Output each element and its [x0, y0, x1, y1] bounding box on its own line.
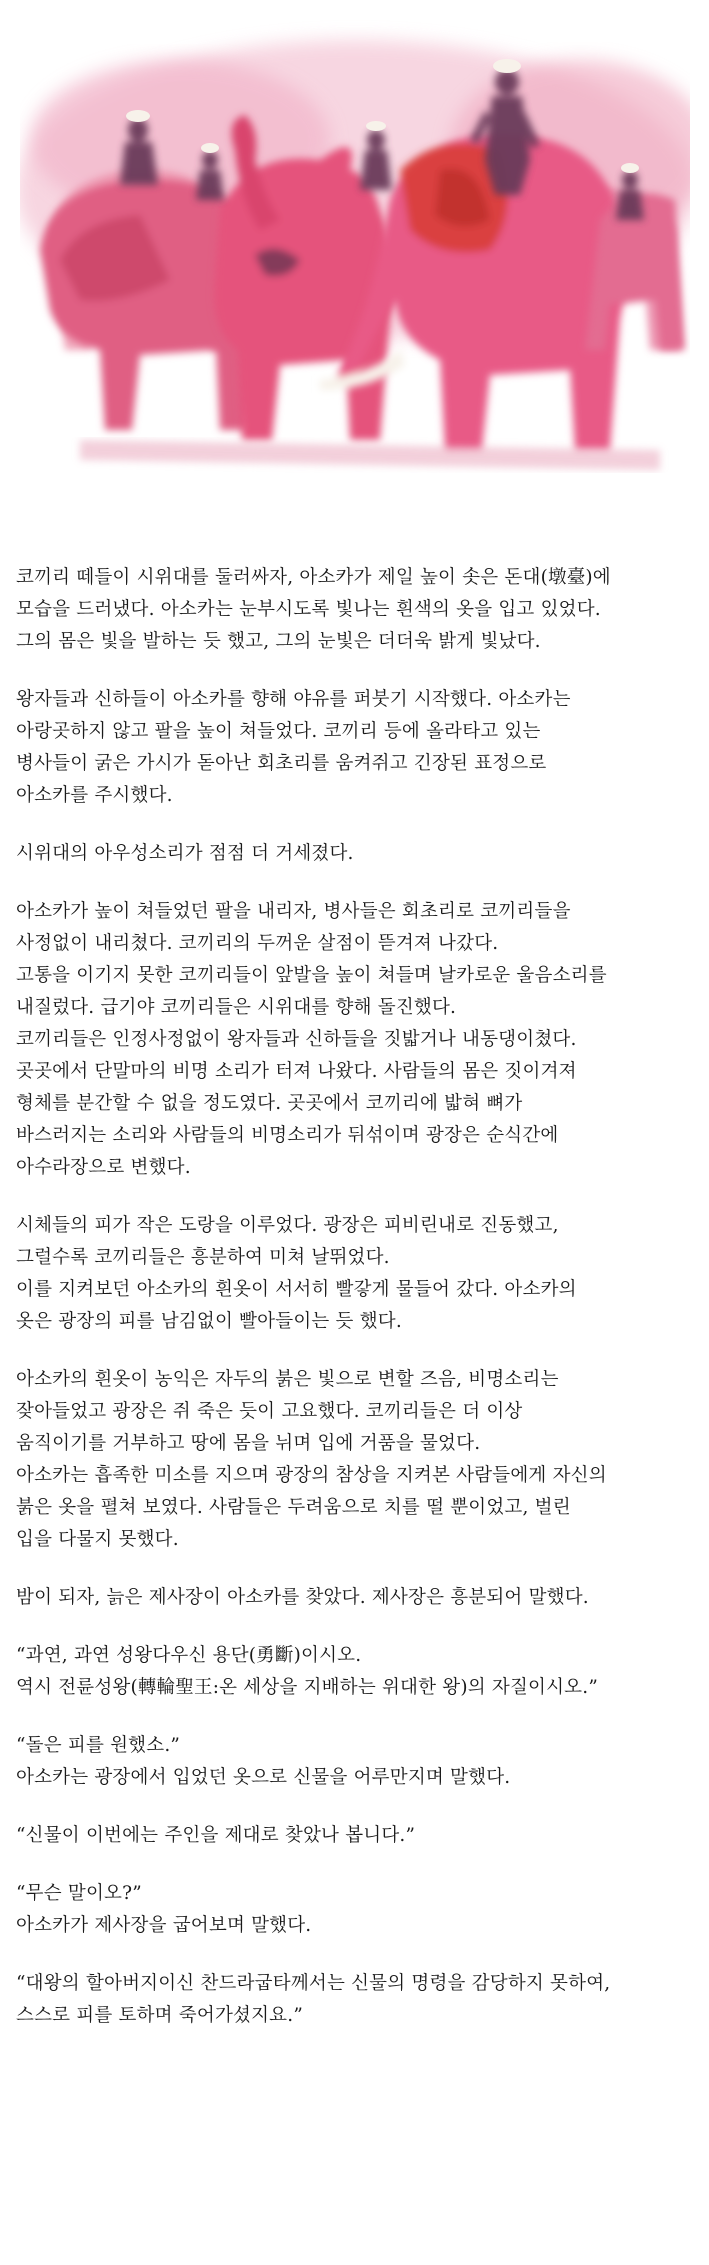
- elephant-procession-illustration: [20, 20, 690, 510]
- paragraph: 밤이 되자, 늙은 제사장이 아소카를 찾았다. 제사장은 흥분되어 말했다.: [16, 1587, 589, 1608]
- paragraph: 아소카가 높이 쳐들었던 팔을 내리자, 병사들은 회초리로 코끼리들을 사정없이 내리쳤다. 코끼리의 두꺼운 살점이 뜯겨져 나갔다. 고통을 이기지 못한 코끼리들이 앞발을 높이 쳐들며 날카로운 울음소리를 내질렀다. 급기야 코끼리들은 시위대를 향해 돌진했다. 코끼리들은 인정사정없이 왕자들과 신하들을 짓밟거나 내동댕이쳤다. 곳곳에서 단말마의 비명 소리가 터져 나왔다. 사람들의 몸은 짓이겨져 형체를 분간할 수 없을 정도였다. 곳곳에서 코끼리에 밟혀 뼈가 바스러지는 소리와 사람들의 비명소리가 뒤섞이며 광장은 순식간에 아수라장으로 변했다.: [16, 901, 607, 1178]
- paragraph: 시체들의 피가 작은 도랑을 이루었다. 광장은 피비린내로 진동했고, 그럴수록 코끼리들은 흥분하여 미쳐 날뛰었다. 이를 지켜보던 아소카의 흰옷이 서서히 빨갛게 물들어 갔다. 아소카의 옷은 광장의 피를 남김없이 빨아들이는 듯 했다.: [16, 1215, 577, 1332]
- dialogue-paragraph: “무슨 말이오?” 아소카가 제사장을 굽어보며 말했다.: [16, 1883, 312, 1936]
- dialogue-paragraph: “과연, 과연 성왕다우신 용단(勇斷)이시오. 역시 전륜성왕(轉輪聖王:온 세상을 지배하는 위대한 왕)의 자질이시오.”: [16, 1645, 598, 1698]
- story-text: [16, 562, 696, 2058]
- dialogue-paragraph: “대왕의 할아버지이신 찬드라굽타께서는 신물의 명령을 감당하지 못하여, 스스로 피를 토하며 죽어가셨지요.”: [16, 1973, 611, 2026]
- paragraph: 코끼리 떼들이 시위대를 둘러싸자, 아소카가 제일 높이 솟은 돈대(墩臺)에 모습을 드러냈다. 아소카는 눈부시도록 빛나는 흰색의 옷을 입고 있었다. 그의 몸은 빛을 발하는 듯 했고, 그의 눈빛은 더더욱 밝게 빛났다.: [16, 567, 611, 652]
- paragraph: 시위대의 아우성소리가 점점 더 거세졌다.: [16, 843, 354, 864]
- dialogue-paragraph: “돌은 피를 원했소.” 아소카는 광장에서 입었던 옷으로 신물을 어루만지며 말했다.: [16, 1735, 511, 1788]
- elephant-procession-watercolor-icon: [20, 20, 690, 510]
- paragraph: 아소카의 흰옷이 농익은 자두의 붉은 빛으로 변할 즈음, 비명소리는 잦아들었고 광장은 쥐 죽은 듯이 고요했다. 코끼리들은 더 이상 움직이기를 거부하고 땅에 몸을 뉘며 입에 거품을 물었다. 아소카는 흡족한 미소를 지으며 광장의 참상을 지켜본 사람들에게 자신의 붉은 옷을 펼쳐 보였다. 사람들은 두려움으로 치를 떨 뿐이었고, 벌린 입을 다물지 못했다.: [16, 1369, 607, 1550]
- dialogue-paragraph: “신물이 이번에는 주인을 제대로 찾았나 봅니다.”: [16, 1825, 416, 1846]
- paragraph: 왕자들과 신하들이 아소카를 향해 야유를 퍼붓기 시작했다. 아소카는 아랑곳하지 않고 팔을 높이 쳐들었다. 코끼리 등에 올라타고 있는 병사들이 굵은 가시가 돋아난 회초리를 움켜쥐고 긴장된 표정으로 아소카를 주시했다.: [16, 689, 571, 806]
